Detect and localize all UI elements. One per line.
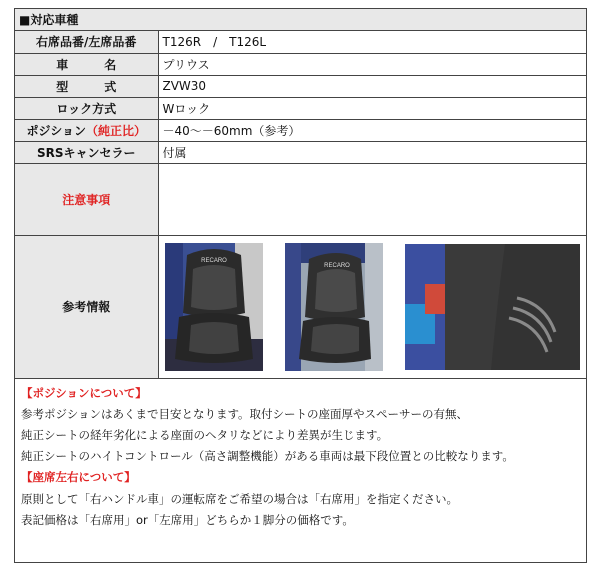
row-value-srs-canceller: 付属 bbox=[158, 141, 586, 163]
row-label-reference: 参考情報 bbox=[15, 235, 158, 378]
remarks-line: 純正シートのハイトコントロール（高さ調整機能）がある車両は最下段位置との比較なります。 bbox=[21, 449, 514, 464]
row-label-car-name bbox=[15, 53, 158, 75]
remarks-heading-side: 【座席左右について】 bbox=[21, 470, 136, 485]
row-label-lock-type: ロック方式 bbox=[15, 97, 158, 119]
spec-table bbox=[15, 31, 586, 379]
reference-photos bbox=[163, 243, 583, 371]
seat-side-image bbox=[285, 243, 383, 371]
row-value-model-code: ZVW30 bbox=[158, 75, 586, 97]
seat-photo-closeup bbox=[405, 244, 580, 370]
remarks-line: 原則として「右ハンドル車」の運転席をご希望の場合は「右席用」を指定ください。 bbox=[21, 491, 458, 506]
row-label-notes: 注意事項 bbox=[15, 163, 158, 235]
row-value-position: －40～－60mm（参考） bbox=[158, 119, 586, 141]
position-label-note: （純正比） bbox=[85, 123, 146, 138]
remarks-section bbox=[15, 379, 586, 535]
seat-front-image bbox=[165, 243, 263, 371]
row-label-model-code bbox=[15, 75, 158, 97]
row-value-reference bbox=[158, 235, 586, 378]
section-title: ■対応車種 bbox=[15, 9, 586, 31]
remarks-line: 表記価格は「右席用」or「左席用」どちらか１脚分の価格です。 bbox=[21, 512, 354, 527]
spec-row-model-code bbox=[15, 75, 586, 97]
remarks-line: 参考ポジションはあくまで目安となります。取付シートの座面厚やスペーサーの有無、 bbox=[21, 406, 469, 421]
row-value-part-number: T126R / T126L bbox=[158, 31, 586, 53]
recaro-logo-side: RECARO bbox=[323, 262, 350, 269]
fitment-sheet bbox=[14, 8, 587, 563]
seat-photo-side bbox=[285, 243, 383, 371]
seat-closeup-image bbox=[405, 244, 580, 370]
spec-row-srs-canceller bbox=[15, 141, 586, 163]
row-label-srs-canceller: SRSキャンセラー bbox=[15, 141, 158, 163]
car-name-label-text: 車 名 bbox=[56, 57, 129, 72]
row-value-car-name: プリウス bbox=[158, 53, 586, 75]
row-value-notes bbox=[158, 163, 586, 235]
position-label-text: ポジション bbox=[26, 123, 86, 138]
remarks-line: 純正シートの経年劣化による座面のヘタリなどにより差異が生じます。 bbox=[21, 427, 389, 442]
remarks-heading-position: 【ポジションについて】 bbox=[21, 385, 147, 400]
recaro-logo-front: RECARO bbox=[200, 257, 227, 264]
spec-row-part-number bbox=[15, 31, 586, 53]
seat-photo-front bbox=[165, 243, 263, 371]
spec-row-reference bbox=[15, 235, 586, 378]
row-label-part-number: 右席品番/左席品番 bbox=[15, 31, 158, 53]
spec-row-position bbox=[15, 119, 586, 141]
model-code-label-text: 型 式 bbox=[56, 79, 129, 94]
row-label-position bbox=[15, 119, 158, 141]
spec-row-notes bbox=[15, 163, 586, 235]
spec-row-lock-type bbox=[15, 97, 586, 119]
spec-row-car-name bbox=[15, 53, 586, 75]
row-value-lock-type: Wロック bbox=[158, 97, 586, 119]
